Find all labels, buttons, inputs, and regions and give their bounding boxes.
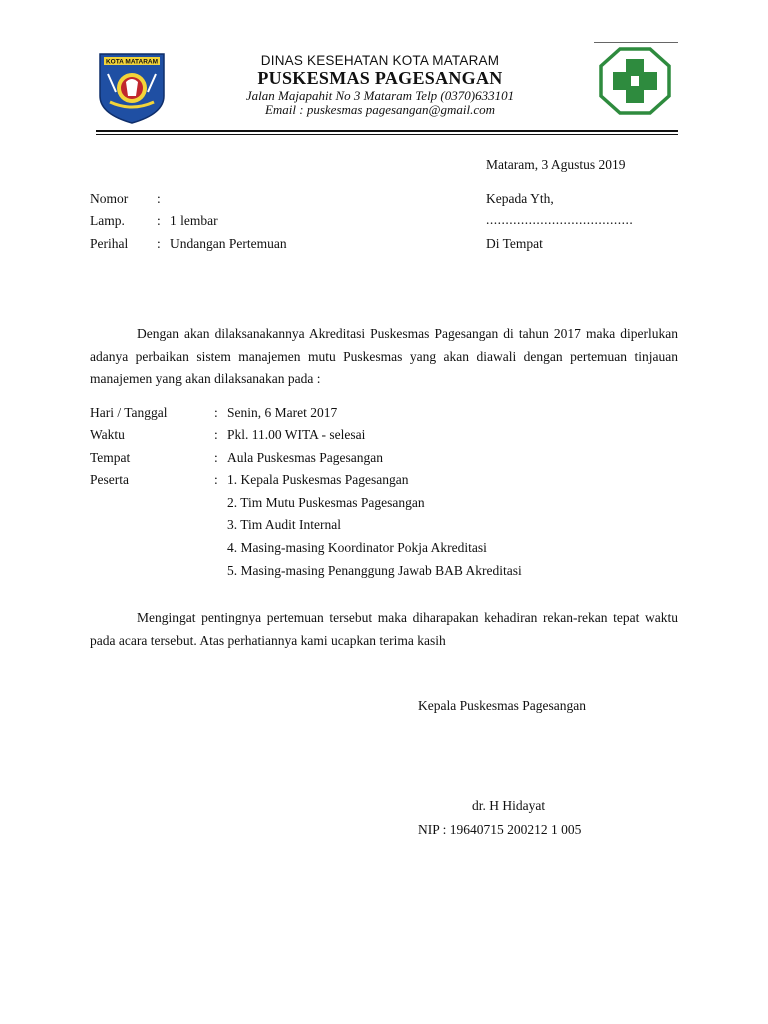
detail-label-peserta: Peserta xyxy=(90,472,129,487)
nomor-label: Nomor xyxy=(90,191,129,206)
peserta-item: 4. Masing-masing Koordinator Pokja Akreditasi xyxy=(227,540,487,555)
puskesmas-cross-logo xyxy=(598,46,672,116)
intro-paragraph: Dengan akan dilaksanakannya Akreditasi Puskesmas Pagesangan di tahun 2017 maka diperlukan adanya perbaikan sistem manajemen mutu Puskesmas yang akan diawali dengan pertemuan tinjauan manajemen yang akan dilaksanakan pada : xyxy=(90,326,678,386)
header-email: Email : puskesmas pagesangan@gmail.com xyxy=(264,102,496,117)
detail-colon-peserta: : xyxy=(214,472,218,487)
detail-label-tempat: Tempat xyxy=(90,450,131,465)
perihal-colon: : xyxy=(157,236,161,251)
detail-colon-waktu: : xyxy=(214,427,218,442)
signatory-nip: NIP : 19640715 200212 1 005 xyxy=(418,822,582,837)
signature-title: Kepala Puskesmas Pagesangan xyxy=(418,698,586,713)
svg-text:KOTA MATARAM: KOTA MATARAM xyxy=(105,58,159,66)
header-institution: PUSKESMAS PAGESANGAN xyxy=(257,68,503,88)
lamp-label: Lamp. xyxy=(90,213,125,228)
header-department: DINAS KESEHATAN KOTA MATARAM xyxy=(260,53,500,68)
perihal-value: Undangan Pertemuan xyxy=(170,236,287,251)
detail-colon-tempat: : xyxy=(214,450,218,465)
letter-date: Mataram, 3 Agustus 2019 xyxy=(486,157,626,172)
peserta-item: 5. Masing-masing Penanggung Jawab BAB Akreditasi xyxy=(227,563,522,578)
peserta-item: 3. Tim Audit Internal xyxy=(227,517,342,532)
detail-colon-hari: : xyxy=(214,405,218,420)
top-right-rule xyxy=(594,42,678,43)
peserta-item: 2. Tim Mutu Puskesmas Pagesangan xyxy=(227,495,425,510)
signatory-name: dr. H Hidayat xyxy=(472,798,546,813)
kota-mataram-logo xyxy=(96,52,168,124)
peserta-item: 1. Kepala Puskesmas Pagesangan xyxy=(227,472,409,487)
recipient-placeholder: ...................................... xyxy=(486,212,634,227)
detail-value-waktu: Pkl. 11.00 WITA - selesai xyxy=(227,427,366,442)
letterhead-rule-thick xyxy=(96,130,678,132)
letterhead-rule-thin xyxy=(96,134,678,135)
perihal-label: Perihal xyxy=(90,236,129,251)
nomor-colon: : xyxy=(157,191,161,206)
closing-paragraph: Mengingat pentingnya pertemuan tersebut maka diharapakan kehadiran rekan-rekan tepat waktu pada acara tersebut. Atas perhatiannya kami ucapkan terima kasih xyxy=(90,610,678,648)
recipient-location: Di Tempat xyxy=(486,236,543,251)
lamp-value: 1 lembar xyxy=(170,213,218,228)
detail-value-hari: Senin, 6 Maret 2017 xyxy=(227,405,338,420)
detail-label-waktu: Waktu xyxy=(90,427,125,442)
detail-value-tempat: Aula Puskesmas Pagesangan xyxy=(227,450,383,465)
recipient-salutation: Kepada Yth, xyxy=(486,191,554,206)
header-address: Jalan Majapahit No 3 Mataram Telp (0370)633101 xyxy=(245,88,515,103)
lamp-colon: : xyxy=(157,213,161,228)
detail-label-hari: Hari / Tanggal xyxy=(90,405,168,420)
